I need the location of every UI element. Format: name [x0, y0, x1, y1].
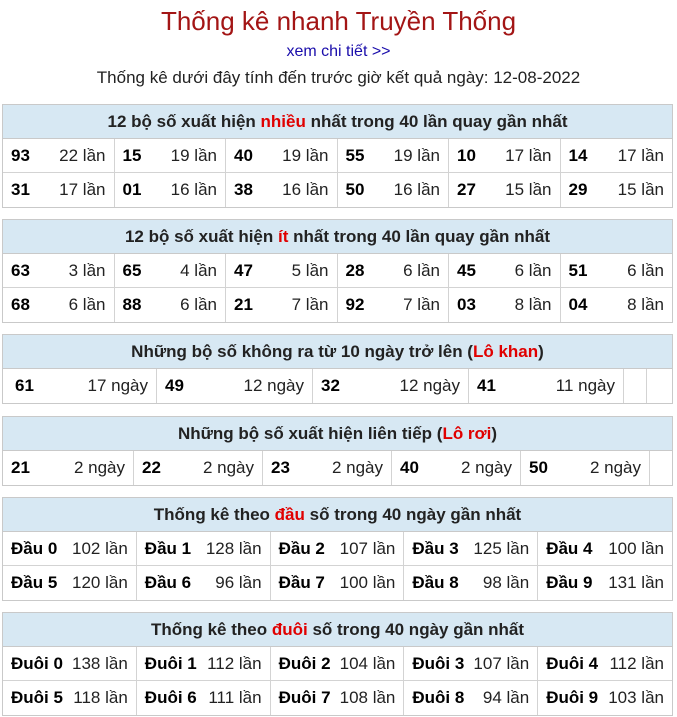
stat-number: 04: [568, 295, 588, 314]
stat-cell: [561, 139, 673, 173]
section-heading: [3, 220, 672, 254]
section-heading: [3, 335, 672, 369]
heading-text: Những bộ số không ra từ 10 ngày trở lên (: [131, 341, 473, 361]
stat-number: Đuôi 5: [11, 688, 63, 707]
stat-number: 03: [457, 295, 476, 314]
stat-count: 16 lần: [282, 180, 329, 199]
stat-count: 17 lần: [617, 145, 664, 165]
stat-number: 51: [568, 260, 588, 280]
stat-number: 68: [11, 295, 30, 314]
stat-cell: [115, 288, 227, 322]
heading-text: Những bộ số xuất hiện liên tiếp (: [177, 423, 443, 443]
lo-roi-section: [2, 416, 673, 486]
stat-number: Đuôi 3: [412, 653, 465, 673]
least-frequent-section: [2, 219, 673, 323]
stat-cell: [3, 451, 134, 485]
stat-cell: [115, 139, 227, 173]
heading-text: nhất trong 40 lần quay gần nhất: [288, 226, 551, 246]
stat-count: 138 lần: [72, 653, 128, 673]
stat-number: 15: [122, 145, 142, 165]
stat-number: 28: [345, 260, 365, 280]
stat-number: Đầu 4: [546, 538, 593, 558]
stat-count: 100 lần: [339, 573, 396, 592]
stat-cell: [157, 369, 313, 403]
stat-cell: [115, 173, 227, 207]
stat-cell: [338, 139, 450, 173]
stat-count: 8 lần: [514, 295, 552, 314]
stat-count: 12 ngày: [243, 376, 304, 395]
heading-text: ): [491, 423, 498, 443]
stat-number: 14: [568, 145, 588, 165]
stat-count: 5 lần: [291, 260, 329, 280]
stat-count: 4 lần: [180, 260, 217, 280]
most-frequent-section: [2, 104, 673, 208]
stat-number: 47: [234, 260, 253, 280]
stat-count: 111 lần: [208, 688, 262, 707]
stat-cell: [3, 681, 137, 715]
stat-cell: [271, 681, 405, 715]
section-heading: [3, 105, 672, 139]
heading-highlight: nhiều: [260, 111, 306, 131]
heading-highlight: đầu: [274, 504, 305, 524]
stat-cell: [404, 681, 538, 715]
stat-count: 2 ngày: [73, 458, 125, 477]
empty-cell: [650, 451, 672, 485]
stat-count: 16 lần: [393, 180, 440, 199]
heading-highlight: Lô khan: [472, 341, 539, 361]
stat-cell: [3, 288, 115, 322]
page-title: Thống kê nhanh Truyền Thống: [160, 6, 517, 36]
heading-highlight: ít: [278, 226, 289, 246]
stat-count: 2 ngày: [331, 458, 383, 477]
heading-text: số trong 40 ngày gần nhất: [307, 619, 525, 639]
stat-cell: [3, 566, 137, 600]
heading-text: nhất trong 40 lần quay gần nhất: [305, 111, 568, 131]
heading-text: số trong 40 ngày gần nhất: [304, 504, 522, 524]
heading-text: 12 bộ số xuất hiện: [107, 111, 261, 131]
stat-number: Đầu 8: [412, 573, 459, 592]
stat-cell: [271, 532, 405, 566]
date-line: Thống kê dưới đây tính đến trước giờ kết quả ngày: 12-08-2022: [96, 68, 581, 87]
stat-cell: [313, 369, 469, 403]
dau-section: [2, 497, 673, 601]
stat-number: Đầu 1: [144, 538, 192, 558]
stat-cell: [338, 288, 450, 322]
lo-khan-section: [2, 334, 673, 404]
stat-cell: [404, 647, 538, 681]
stat-number: 49: [165, 376, 184, 395]
stat-count: 107 lần: [339, 538, 396, 558]
stat-cell: [449, 288, 561, 322]
stat-number: 21: [11, 458, 30, 477]
empty-cell: [647, 369, 672, 403]
stat-cell: [134, 451, 263, 485]
stat-count: 8 lần: [627, 295, 664, 314]
stat-number: 40: [234, 145, 253, 165]
heading-text: ): [538, 341, 544, 361]
stat-cell: [226, 139, 338, 173]
stat-number: 40: [400, 458, 419, 477]
stat-count: 131 lần: [608, 573, 664, 592]
stat-number: 23: [271, 458, 290, 477]
stat-cell: [226, 173, 338, 207]
stat-count: 6 lần: [180, 295, 217, 314]
empty-cell: [624, 369, 647, 403]
stat-cell: [137, 647, 271, 681]
heading-text: Thống kê theo: [153, 504, 275, 524]
stat-cell: [338, 254, 450, 288]
stat-number: 50: [345, 180, 365, 199]
stat-number: 61: [15, 376, 34, 395]
stat-number: Đầu 9: [546, 573, 593, 592]
stat-number: 93: [11, 145, 30, 165]
stat-count: 107 lần: [473, 653, 530, 673]
stat-count: 96 lần: [215, 573, 262, 592]
stat-cell: [561, 254, 673, 288]
stat-number: 38: [234, 180, 253, 199]
stat-count: 112 lần: [207, 653, 262, 673]
stat-number: Đuôi 9: [546, 688, 599, 707]
stat-cell: [137, 681, 271, 715]
stat-cell: [263, 451, 392, 485]
stat-number: 21: [234, 295, 253, 314]
stat-number: Đầu 0: [11, 538, 58, 558]
stat-count: 102 lần: [72, 538, 128, 558]
spacer-cell: [3, 369, 13, 403]
stat-number: Đuôi 6: [144, 688, 197, 707]
stat-count: 103 lần: [608, 688, 664, 707]
section-heading: [3, 613, 672, 647]
stat-number: 50: [529, 458, 548, 477]
stat-cell: [3, 647, 137, 681]
section-heading: [3, 417, 672, 451]
stat-count: 2 ngày: [460, 458, 512, 477]
stat-cell: [538, 647, 672, 681]
stat-cell: [561, 288, 673, 322]
stat-count: 16 lần: [170, 180, 217, 199]
stat-number: Đuôi 4: [546, 653, 599, 673]
stat-count: 2 ngày: [202, 458, 254, 477]
stat-count: 125 lần: [473, 538, 530, 558]
stat-count: 104 lần: [339, 653, 396, 673]
stat-cell: [392, 451, 521, 485]
stat-count: 19 lần: [282, 145, 329, 165]
stat-count: 6 lần: [403, 260, 440, 280]
detail-link[interactable]: xem chi tiết >>: [286, 43, 391, 60]
stat-count: 11 ngày: [555, 376, 615, 395]
stat-count: 17 lần: [505, 145, 552, 165]
stat-number: 45: [457, 260, 476, 280]
heading-highlight: đuôi: [271, 619, 308, 639]
stat-count: 98 lần: [482, 573, 530, 592]
stat-cell: [3, 139, 115, 173]
stat-cell: [13, 369, 157, 403]
stat-cell: [3, 173, 115, 207]
stat-cell: [449, 254, 561, 288]
heading-highlight: Lô rơi: [442, 423, 492, 443]
stat-number: 27: [457, 180, 476, 199]
stat-number: 88: [122, 295, 142, 314]
stat-number: Đầu 5: [11, 573, 58, 592]
heading-text: Thống kê theo: [150, 619, 272, 639]
stat-cell: [538, 681, 672, 715]
stat-count: 100 lần: [608, 538, 664, 558]
stat-cell: [271, 647, 405, 681]
duoi-section: [2, 612, 673, 716]
stat-cell: [338, 173, 450, 207]
stat-count: 19 lần: [170, 145, 217, 165]
section-heading: [3, 498, 672, 532]
stat-number: 31: [11, 180, 30, 199]
stat-number: 01: [122, 180, 142, 199]
stat-cell: [271, 566, 405, 600]
stat-cell: [226, 254, 338, 288]
stat-count: 118 lần: [73, 688, 128, 707]
stat-cell: [449, 173, 561, 207]
stat-count: 6 lần: [68, 295, 106, 314]
stat-number: Đuôi 0: [11, 653, 63, 673]
stat-number: 10: [457, 145, 476, 165]
stat-cell: [561, 173, 673, 207]
stat-number: 29: [568, 180, 588, 199]
stat-cell: [538, 532, 672, 566]
stat-number: Đuôi 7: [278, 688, 331, 707]
stat-cell: [404, 532, 538, 566]
stat-cell: [404, 566, 538, 600]
stat-cell: [115, 254, 227, 288]
stat-cell: [449, 139, 561, 173]
stat-number: 65: [122, 260, 142, 280]
stat-count: 15 lần: [505, 180, 552, 199]
stat-number: Đầu 2: [278, 538, 325, 558]
stat-number: Đầu 6: [144, 573, 192, 592]
stat-count: 3 lần: [68, 260, 106, 280]
stat-count: 12 ngày: [399, 376, 460, 395]
stat-count: 112 lần: [609, 653, 664, 673]
stat-number: Đầu 7: [278, 573, 325, 592]
stat-cell: [226, 288, 338, 322]
stat-cell: [538, 566, 672, 600]
stat-number: 92: [345, 295, 365, 314]
stat-count: 94 lần: [482, 688, 530, 707]
stat-count: 17 lần: [59, 180, 106, 199]
stat-count: 128 lần: [205, 538, 262, 558]
stat-number: 22: [142, 458, 161, 477]
stat-cell: [137, 566, 271, 600]
stat-cell: [469, 369, 624, 403]
stat-number: Đuôi 8: [412, 688, 465, 707]
stat-count: 17 ngày: [87, 376, 148, 395]
stat-cell: [521, 451, 650, 485]
stat-count: 15 lần: [617, 180, 664, 199]
stat-count: 2 ngày: [589, 458, 641, 477]
stat-cell: [3, 532, 137, 566]
stat-count: 6 lần: [514, 260, 552, 280]
stat-count: 6 lần: [627, 260, 664, 280]
stat-number: Đuôi 2: [278, 653, 331, 673]
stat-count: 22 lần: [59, 145, 106, 165]
stat-number: Đuôi 1: [144, 653, 197, 673]
stat-number: Đầu 3: [412, 538, 459, 558]
stat-number: 32: [321, 376, 340, 395]
stat-count: 19 lần: [393, 145, 440, 165]
stat-count: 7 lần: [291, 295, 329, 314]
stat-number: 63: [11, 260, 30, 280]
stat-cell: [3, 254, 115, 288]
stat-count: 120 lần: [72, 573, 128, 592]
stat-count: 108 lần: [339, 688, 396, 707]
stat-number: 41: [477, 376, 496, 395]
heading-text: 12 bộ số xuất hiện: [124, 226, 278, 246]
stat-count: 7 lần: [403, 295, 440, 314]
stat-cell: [137, 532, 271, 566]
stat-number: 55: [345, 145, 365, 165]
